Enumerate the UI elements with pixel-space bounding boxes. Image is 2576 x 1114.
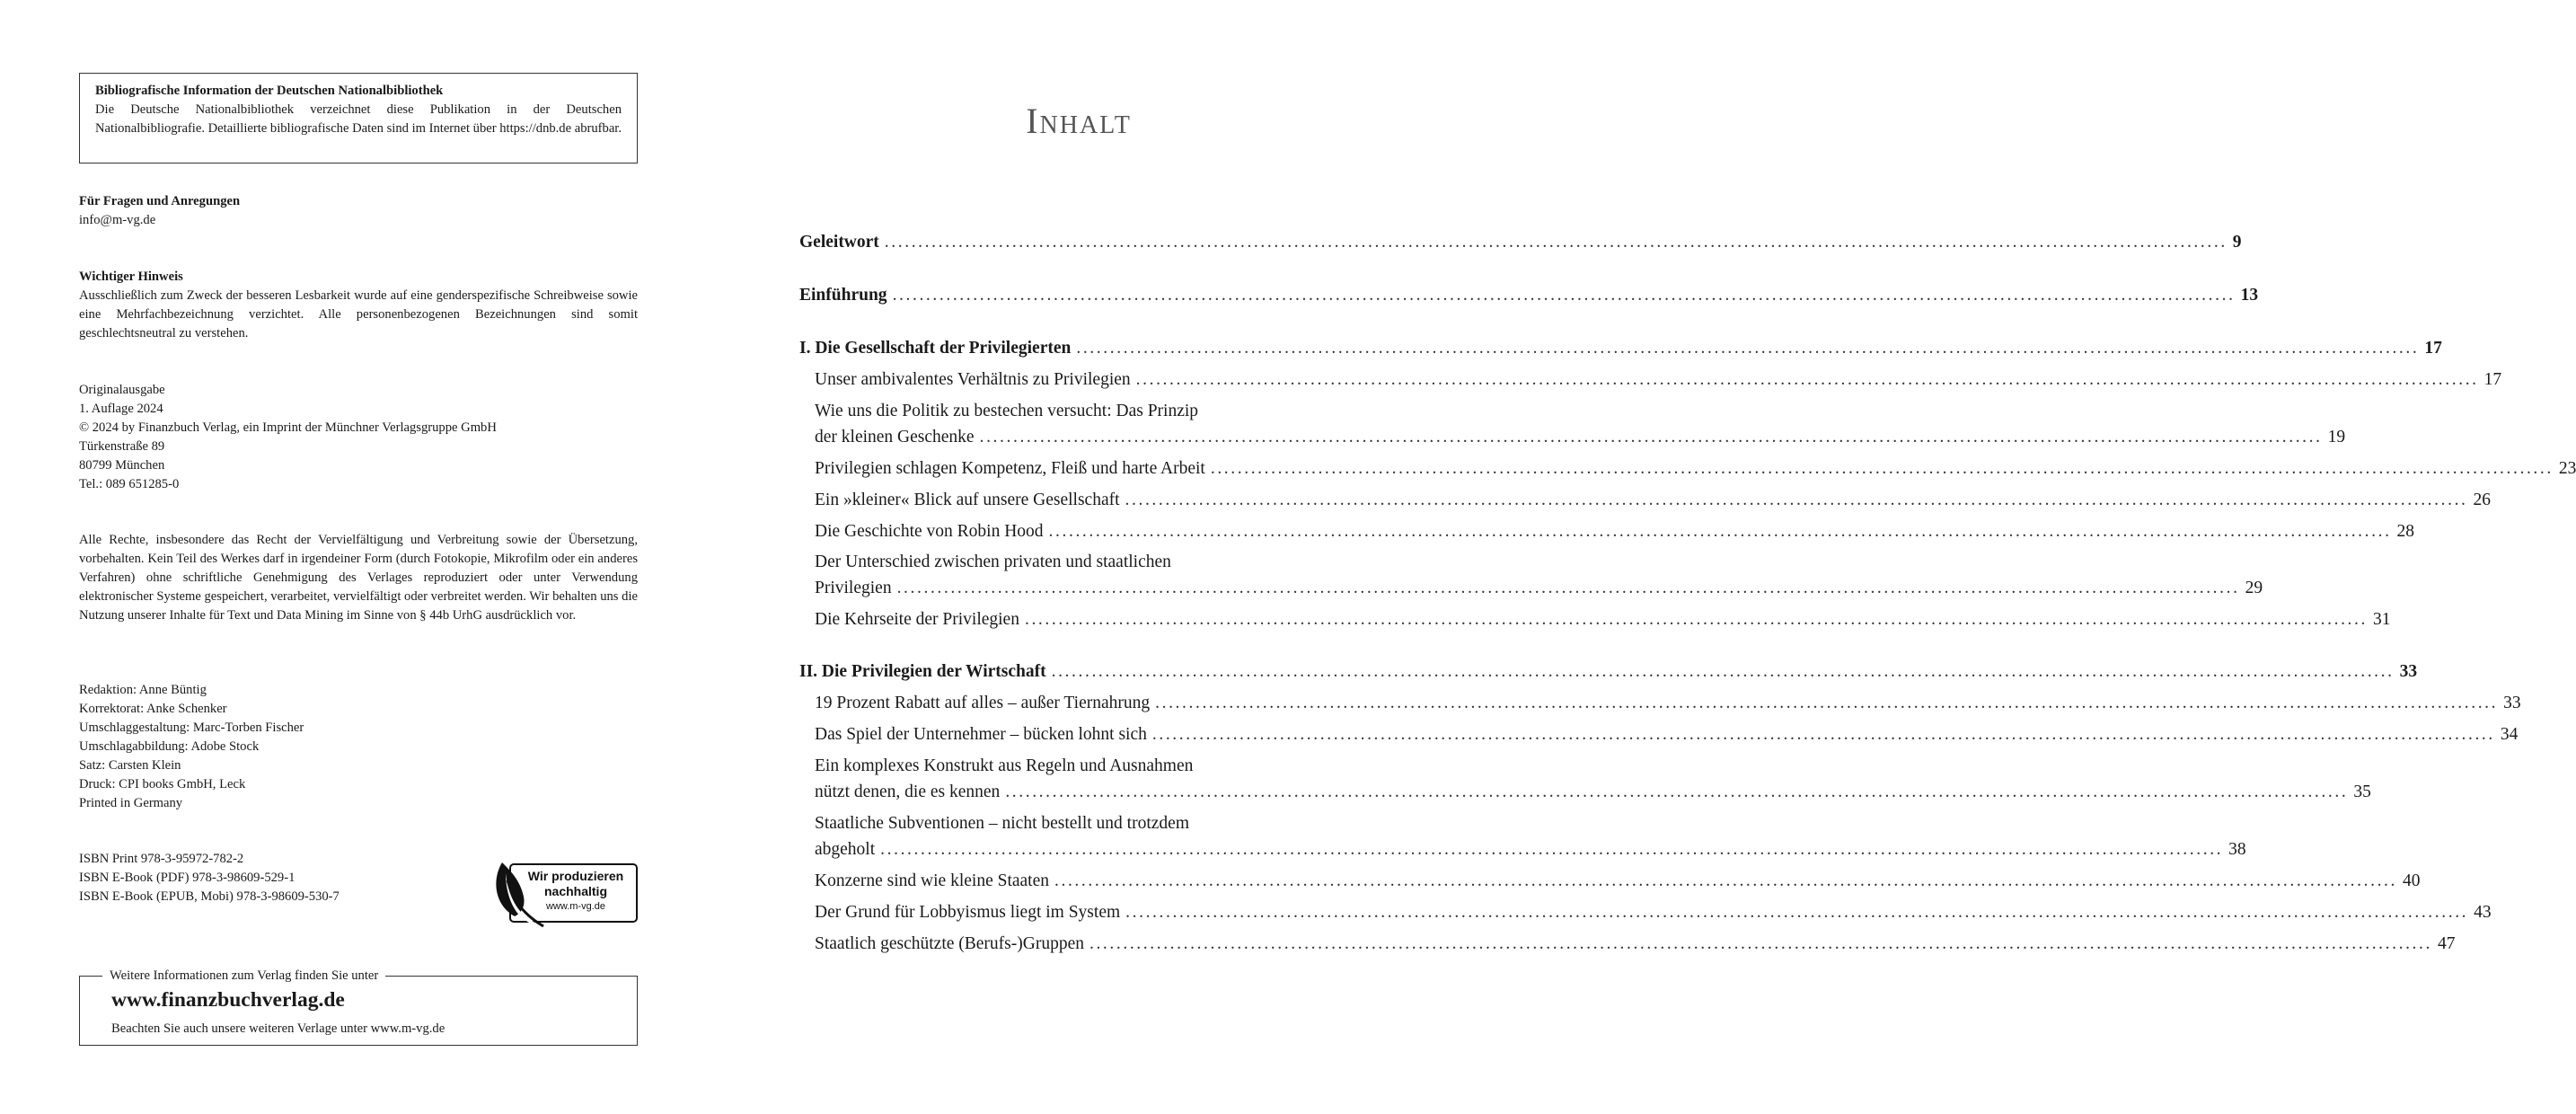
toc-entry-title-line1: Der Unterschied zwischen privaten und staatlichen <box>815 553 1171 571</box>
toc-leader: ........................................................................................................................................................................................................ <box>880 840 2224 859</box>
contact-email[interactable]: info@m-vg.de <box>79 213 156 227</box>
edition-line: 1. Auflage 2024 <box>79 402 163 416</box>
toc-leader: ........................................................................................................................................................................................................ <box>1048 522 2392 541</box>
toc-leader: ........................................................................................................................................................................................................ <box>892 286 2236 305</box>
toc-entry-title: Privilegien <box>815 579 892 597</box>
isbn-line: ISBN Print 978-3-95972-782-2 <box>79 852 244 866</box>
toc-leader: ........................................................................................................................................................................................................ <box>979 428 2323 446</box>
bib-heading: Bibliografische Information der Deutschen Nationalbibliothek <box>95 84 444 98</box>
toc-entry-title: Unser ambivalentes Verhältnis zu Privilegien <box>815 370 1131 389</box>
toc-leader: ........................................................................................................................................................................................................ <box>1024 610 2368 629</box>
edition-block <box>79 381 638 494</box>
toc-page-number: 17 <box>2424 339 2442 358</box>
toc-leader: ........................................................................................................................................................................................................ <box>896 579 2240 597</box>
toc-page-number: 35 <box>2353 782 2371 801</box>
toc-entry-title: Privilegien schlagen Kompetenz, Fleiß und harte Arbeit <box>815 459 1205 478</box>
credit-line: Umschlaggestaltung: Marc-Torben Fischer <box>79 721 304 735</box>
toc-leader: ........................................................................................................................................................................................................ <box>1005 782 2349 801</box>
toc-leader: ........................................................................................................................................................................................................ <box>1210 459 2554 478</box>
toc-entry-title: Der Grund für Lobbyismus liegt im System <box>815 903 1121 922</box>
toc-entry[interactable] <box>815 868 2421 894</box>
toc-page-number: 38 <box>2228 840 2246 859</box>
toc-entry-title: II. Die Privilegien der Wirtschaft <box>799 662 1046 681</box>
badge-line2: nachhaltig <box>543 884 607 898</box>
isbn-block <box>79 850 456 906</box>
badge-line1: Wir produzieren <box>527 869 624 883</box>
toc-page-number: 43 <box>2474 903 2492 922</box>
toc-entry[interactable] <box>815 367 2502 393</box>
toc-leader: ........................................................................................................................................................................................................ <box>1051 662 2395 681</box>
toc-entry[interactable] <box>815 690 2521 716</box>
toc-page-number: 31 <box>2372 610 2391 629</box>
toc-leader: ........................................................................................................................................................................................................ <box>1054 871 2397 890</box>
toc-page-number: 19 <box>2327 428 2346 446</box>
toc-page-number: 17 <box>2483 370 2502 389</box>
toc-entry-title-line1: Staatliche Subventionen – nicht bestellt und trotzdem <box>815 814 1189 833</box>
toc-entry[interactable] <box>815 398 2346 450</box>
toc-entry[interactable] <box>815 518 2415 544</box>
bibliographic-info-box <box>79 73 638 164</box>
toc-page-number: 29 <box>2245 579 2263 597</box>
rights-text: Alle Rechte, insbesondere das Recht der Vervielfältigung und Verbreitung sowie der Übersetzung, vorbehalten. Kein Teil des Werkes darf in irgendeiner Form (durch Fotokopie, Mikrofilm oder ein anderes Verfahren) ohne schriftliche Genehmigung des Verlages reproduziert oder unter Verwendung elektronischer Systeme gespeichert, verarbeitet, vervielfältigt oder verbreitet werden. Wir behalten uns die Nutzung unserer Inhalte für Text und Data Mining im Sinne von § 44b UrhG ausdrücklich vor. <box>79 533 638 623</box>
notice-block <box>79 268 638 343</box>
toc-page-number: 23 <box>2558 459 2576 478</box>
toc-leader: ........................................................................................................................................................................................................ <box>1076 339 2420 358</box>
sustainability-badge <box>495 861 639 927</box>
toc-page-number: 28 <box>2396 522 2415 541</box>
toc-entry[interactable] <box>799 229 2242 255</box>
toc-leader: ........................................................................................................................................................................................................ <box>1089 934 2432 953</box>
toc-entry-title: Konzerne sind wie kleine Staaten <box>815 871 1049 890</box>
toc-entry[interactable] <box>815 455 2576 482</box>
toc-page-number: 13 <box>2240 286 2259 305</box>
toc-page-number: 26 <box>2473 491 2492 509</box>
badge-text <box>516 869 635 914</box>
toc-page-number: 9 <box>2232 233 2242 252</box>
toc-title: Inhalt <box>1026 101 1132 141</box>
toc-leader: ........................................................................................................................................................................................................ <box>1125 903 2469 922</box>
contact-block <box>79 192 638 230</box>
edition-line: Tel.: 089 651285-0 <box>79 477 180 491</box>
toc-entry[interactable] <box>799 282 2259 308</box>
toc-entry[interactable] <box>815 487 2492 513</box>
toc-entry[interactable] <box>815 931 2456 957</box>
toc-page-number: 47 <box>2437 934 2456 953</box>
credits-block <box>79 681 638 813</box>
toc-entry-title-line1: Wie uns die Politik zu bestechen versucht: Das Prinzip <box>815 402 1199 420</box>
toc-leader: ........................................................................................................................................................................................................ <box>1155 694 2499 712</box>
publisher-url[interactable]: www.finanzbuchverlag.de <box>111 988 345 1012</box>
credit-line: Druck: CPI books GmbH, Leck <box>79 777 246 791</box>
contact-heading: Für Fragen und Anregungen <box>79 194 241 208</box>
toc-entry[interactable] <box>815 549 2263 601</box>
credit-line: Umschlagabbildung: Adobe Stock <box>79 739 260 754</box>
toc-entry[interactable] <box>799 659 2418 685</box>
edition-line: © 2024 by Finanzbuch Verlag, ein Imprint der Münchner Verlagsgruppe GmbH <box>79 420 497 435</box>
notice-text: Ausschließlich zum Zweck der besseren Lesbarkeit wurde auf eine genderspezifische Schreibweise sowie eine Mehrfachbezeichnung verzichtet. Alle personenbezogenen Bezeichnungen sind somit geschlechtsneutral zu verstehen. <box>79 288 638 340</box>
edition-line: Originalausgabe <box>79 383 165 397</box>
toc-entry[interactable] <box>815 721 2519 747</box>
publisher-caption: Weitere Informationen zum Verlag finden Sie unter <box>102 966 385 986</box>
credit-line: Satz: Carsten Klein <box>79 758 181 773</box>
toc-leader: ........................................................................................................................................................................................................ <box>1135 370 2479 389</box>
toc-entry-title: nützt denen, die es kennen <box>815 782 1001 801</box>
toc-leader: ........................................................................................................................................................................................................ <box>884 233 2228 252</box>
toc-entry-title: I. Die Gesellschaft der Privilegierten <box>799 339 1072 358</box>
toc-page-number: 33 <box>2503 694 2521 712</box>
toc-page-number: 33 <box>2399 662 2418 681</box>
toc-entry-title: Ein »kleiner« Blick auf unsere Gesellschaft <box>815 491 1120 509</box>
toc-entry[interactable] <box>815 606 2391 632</box>
toc-leader: ........................................................................................................................................................................................................ <box>1125 491 2468 509</box>
toc-entry-title: Staatlich geschützte (Berufs-)Gruppen <box>815 934 1084 953</box>
toc-entry-title: Geleitwort <box>799 233 879 252</box>
toc-entry-title: 19 Prozent Rabatt auf alles – außer Tiernahrung <box>815 694 1151 712</box>
toc-page-number: 40 <box>2403 871 2421 890</box>
toc-entry[interactable] <box>799 335 2442 361</box>
toc-entry-title: Die Kehrseite der Privilegien <box>815 610 1019 629</box>
toc-entry-title: Einführung <box>799 286 887 305</box>
bib-text: Die Deutsche Nationalbibliothek verzeichnet diese Publikation in der Deutschen Nationalbibliografie. Detaillierte bibliografische Daten sind im Internet über https://dnb.de abrufbar. <box>95 102 622 136</box>
toc-entry-title-line1: Ein komplexes Konstrukt aus Regeln und Ausnahmen <box>815 756 1194 775</box>
credit-line: Redaktion: Anne Büntig <box>79 683 207 697</box>
credit-line: Korrektorat: Anke Schenker <box>79 702 227 716</box>
notice-heading: Wichtiger Hinweis <box>79 270 183 284</box>
toc-leader: ........................................................................................................................................................................................................ <box>1151 725 2495 744</box>
publisher-note: Beachten Sie auch unsere weiteren Verlage unter www.m-vg.de <box>111 1021 446 1036</box>
toc-page-number: 34 <box>2500 725 2519 744</box>
toc-entry-title: Die Geschichte von Robin Hood <box>815 522 1044 541</box>
isbn-line: ISBN E-Book (PDF) 978-3-98609-529-1 <box>79 871 296 885</box>
toc-entry-title: abgeholt <box>815 840 876 859</box>
edition-line: 80799 München <box>79 458 165 473</box>
toc-entry-title: der kleinen Geschenke <box>815 428 975 446</box>
toc-entry[interactable] <box>815 753 2371 805</box>
toc-entry-title: Das Spiel der Unternehmer – bücken lohnt sich <box>815 725 1147 744</box>
edition-line: Türkenstraße 89 <box>79 439 165 454</box>
toc-entry[interactable] <box>815 899 2492 925</box>
credit-line: Printed in Germany <box>79 796 183 810</box>
toc-entry[interactable] <box>815 810 2246 862</box>
badge-url: www.m-vg.de <box>545 901 606 912</box>
isbn-line: ISBN E-Book (EPUB, Mobi) 978-3-98609-530-7 <box>79 889 340 904</box>
